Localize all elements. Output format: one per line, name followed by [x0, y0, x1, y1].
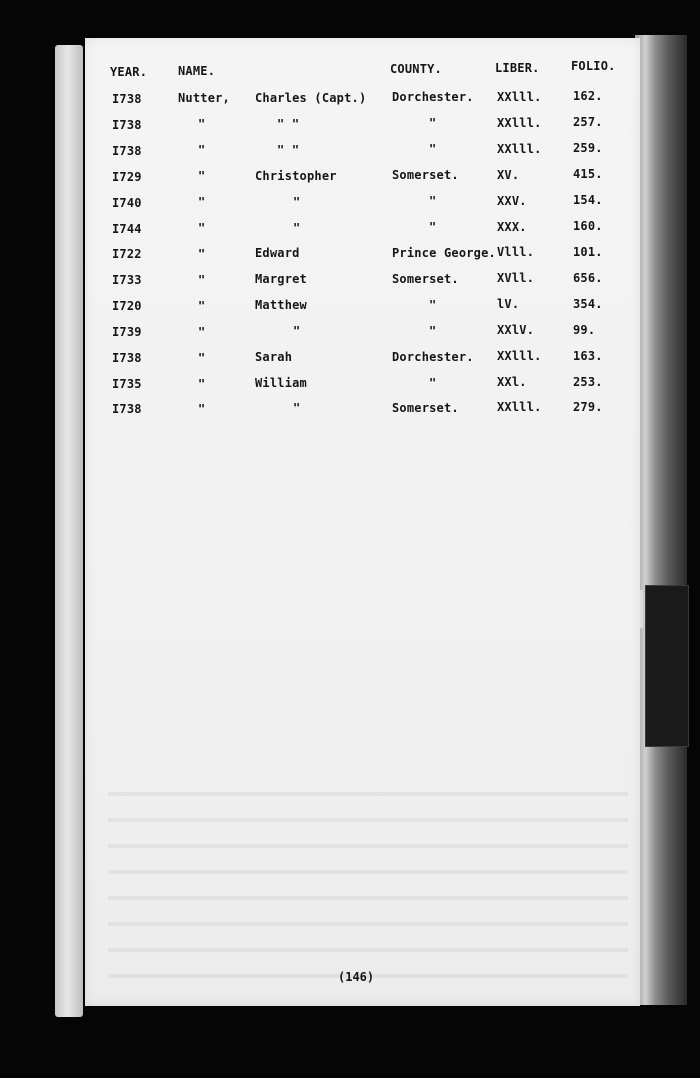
liber-cell: XXlll.	[497, 89, 542, 104]
year-cell: I739	[112, 325, 142, 339]
liber-cell: XXlll.	[497, 349, 542, 364]
given-name-cell: Charles (Capt.)	[255, 90, 367, 105]
surname-cell: "	[198, 401, 206, 416]
book-left-edge	[55, 45, 83, 1017]
given-name-cell: Sarah	[255, 350, 293, 365]
surname-cell: "	[198, 272, 206, 287]
county-cell: "	[429, 375, 437, 390]
county-cell: "	[429, 116, 437, 131]
book-spine	[635, 35, 687, 1005]
year-cell: I733	[112, 273, 142, 287]
given-name-cell: Edward	[255, 246, 300, 261]
given-name-cell: Margret	[255, 272, 307, 287]
folio-cell: 163.	[573, 349, 603, 363]
given-name-cell: William	[255, 376, 307, 391]
year-cell: I738	[112, 351, 142, 365]
surname-cell: "	[198, 298, 206, 313]
year-cell: I720	[112, 299, 142, 313]
year-cell: I738	[112, 118, 142, 132]
header-name: NAME.	[178, 64, 216, 78]
binding-label	[645, 585, 689, 747]
folio-cell: 279.	[573, 400, 603, 414]
given-name-cell: Matthew	[255, 298, 307, 313]
surname-cell: "	[198, 195, 206, 210]
folio-cell: 162.	[573, 89, 603, 103]
county-cell: "	[429, 220, 437, 235]
liber-cell: XXX.	[497, 219, 527, 234]
folio-cell: 259.	[573, 141, 603, 155]
folio-cell: 160.	[573, 219, 603, 233]
county-cell: Dorchester.	[392, 349, 474, 364]
surname-cell: "	[198, 324, 206, 339]
liber-cell: XXlll.	[497, 141, 542, 156]
county-cell: Prince George.	[392, 245, 496, 260]
liber-cell: lV.	[497, 297, 520, 312]
surname-cell: "	[198, 117, 206, 132]
year-cell: I729	[112, 170, 142, 184]
liber-cell: XVll.	[497, 271, 535, 286]
given-name-cell: "	[293, 220, 301, 235]
folio-cell: 354.	[573, 297, 603, 311]
liber-cell: XV.	[497, 167, 520, 182]
year-cell: I740	[112, 196, 142, 210]
given-name-cell: " "	[277, 116, 300, 131]
surname-cell: "	[198, 143, 206, 158]
year-cell: I744	[112, 222, 142, 236]
header-year: YEAR.	[110, 65, 148, 79]
year-cell: I738	[112, 144, 142, 158]
given-name-cell: "	[293, 324, 301, 339]
liber-cell: XXlll.	[497, 115, 542, 130]
given-name-cell: " "	[277, 142, 300, 157]
county-cell: Dorchester.	[392, 90, 474, 105]
folio-cell: 253.	[573, 375, 603, 389]
year-cell: I738	[112, 402, 142, 416]
surname-cell: "	[198, 221, 206, 236]
folio-cell: 154.	[573, 193, 603, 207]
header-county: COUNTY.	[390, 62, 442, 76]
year-cell: I738	[112, 92, 142, 106]
folio-cell: 415.	[573, 167, 603, 181]
county-cell: "	[429, 297, 437, 312]
surname-cell: Nutter,	[178, 91, 230, 106]
county-cell: Somerset.	[392, 271, 459, 286]
liber-cell: XXl.	[497, 375, 527, 390]
folio-cell: 101.	[573, 245, 603, 259]
year-cell: I735	[112, 377, 142, 391]
liber-cell: Vlll.	[497, 245, 535, 260]
liber-cell: XXlV.	[497, 323, 535, 338]
folio-cell: 99.	[573, 323, 596, 337]
liber-cell: XXlll.	[497, 400, 542, 415]
surname-cell: "	[198, 350, 206, 365]
page-number: (146)	[338, 970, 375, 984]
header-liber: LIBER.	[495, 61, 540, 75]
liber-cell: XXV.	[497, 193, 527, 208]
county-cell: "	[429, 142, 437, 157]
surname-cell: "	[198, 169, 206, 184]
folio-cell: 257.	[573, 115, 603, 129]
bleed-through-text	[108, 770, 628, 980]
county-cell: "	[429, 194, 437, 209]
county-cell: "	[429, 323, 437, 338]
year-cell: I722	[112, 247, 142, 261]
county-cell: Somerset.	[392, 168, 459, 183]
folio-cell: 656.	[573, 271, 603, 285]
surname-cell: "	[198, 376, 206, 391]
county-cell: Somerset.	[392, 400, 459, 415]
surname-cell: "	[198, 246, 206, 261]
header-folio: FOLIO.	[571, 59, 616, 73]
given-name-cell: Christopher	[255, 168, 337, 183]
given-name-cell: "	[293, 194, 301, 209]
given-name-cell: "	[293, 401, 301, 416]
